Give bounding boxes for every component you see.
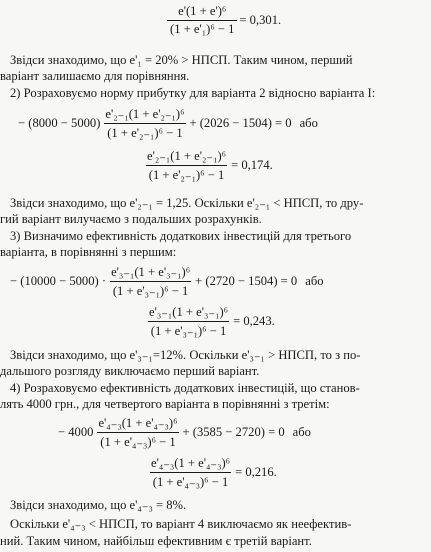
- text-line: лять 4000 грн., для четвертого варіанта в порівнянні з третім:: [0, 397, 330, 411]
- text-line: варіанта, в порівнянні з першим:: [0, 245, 177, 259]
- denominator: (1 + e'₂₋₁)⁶ − 1: [146, 165, 227, 183]
- formula-tail: або: [299, 116, 318, 130]
- numerator: e'(1 + e')⁶: [178, 4, 227, 18]
- fraction: [95, 415, 180, 450]
- text-line: Звідси знаходимо, що e'₁ = 20% > НПСП. Таким чином, перший: [10, 53, 353, 67]
- text-line: 3) Визначимо ефективність додаткових інвестицій для третього: [10, 229, 352, 243]
- formula-rhs: + (2720 − 1504) = 0: [195, 274, 298, 288]
- fraction: [144, 148, 229, 183]
- text-line: дальшого розгляду виключаємо перший варіант.: [0, 364, 260, 378]
- formula-lhs: − (10000 − 5000) ·: [10, 274, 107, 288]
- formula-rhs: = 0,216.: [235, 465, 277, 479]
- numerator: e'₄₋₃(1 + e'₄₋₃)⁶: [151, 456, 231, 470]
- formula-rhs: = 0,243.: [233, 314, 275, 328]
- denominator: (1 + e'₃₋₁)⁶ − 1: [148, 321, 229, 339]
- fraction: [108, 264, 193, 299]
- fraction: [167, 4, 237, 37]
- formula-2: [18, 106, 318, 141]
- denominator: (1 + e'₂₋₁)⁶ − 1: [104, 123, 185, 141]
- fraction: [146, 304, 231, 339]
- text-line: ний. Таким чином, найбільш ефективним є третій варіант.: [0, 534, 312, 548]
- text-line: Оскільки e'₄₋₃ < НПСП, то варіант 4 виключаємо як неефектив-: [10, 517, 352, 531]
- formula-3: [142, 148, 273, 183]
- text-line: варіант залишаємо для порівняння.: [0, 69, 190, 83]
- formula-tail: або: [305, 274, 324, 288]
- formula-1: [165, 4, 281, 37]
- denominator: (1 + e'₄₋₃)⁶ − 1: [97, 432, 178, 450]
- text-line: Звідси знаходимо, що e'₃₋₁=12%. Оскільки e'₃₋₁ > НПСП, то з по-: [10, 348, 361, 362]
- text-line: 2) Розраховуємо норму прибутку для варіанта 2 відносно варіанта І:: [10, 86, 376, 100]
- formula-6: [58, 415, 311, 450]
- text-line: 4) Розраховуємо ефективність додаткових інвестицій, що станов-: [10, 381, 360, 395]
- formula-lhs: − (8000 − 5000): [18, 116, 101, 130]
- text-line: гий варіант вилучаємо з подальших розрахунків.: [0, 212, 262, 226]
- formula-tail: або: [292, 425, 311, 439]
- text-line: Звідси знаходимо, що e'₄₋₃ = 8%.: [10, 498, 187, 512]
- numerator: e'₂₋₁(1 + e'₂₋₁)⁶: [147, 149, 227, 163]
- formula-rhs: + (3585 − 2720) = 0: [182, 425, 285, 439]
- denominator: (1 + e'₁)⁶ − 1: [167, 20, 237, 37]
- numerator: e'₃₋₁(1 + e'₃₋₁)⁶: [149, 305, 229, 319]
- denominator: (1 + e'₃₋₁)⁶ − 1: [110, 281, 191, 299]
- numerator: e'₂₋₁(1 + e'₂₋₁)⁶: [105, 107, 185, 121]
- fraction: [102, 106, 187, 141]
- formula-4: [10, 264, 324, 299]
- formula-rhs: = 0,174.: [231, 158, 273, 172]
- text-line: Звідси знаходимо, що e'₂₋₁ = 1,25. Оскільки e'₂₋₁ < НПСП, то дру-: [10, 196, 364, 210]
- numerator: e'₃₋₁(1 + e'₃₋₁)⁶: [111, 265, 191, 279]
- formula-rhs: + (2026 − 1504) = 0: [189, 116, 292, 130]
- formula-rhs: = 0,301.: [239, 13, 282, 27]
- numerator: e'₄₋₃(1 + e'₄₋₃)⁶: [98, 416, 178, 430]
- formula-lhs: − 4000: [58, 425, 94, 439]
- formula-5: [144, 304, 275, 339]
- fraction: [148, 455, 233, 490]
- denominator: (1 + e'₄₋₃)⁶ − 1: [150, 472, 231, 490]
- formula-7: [146, 455, 277, 490]
